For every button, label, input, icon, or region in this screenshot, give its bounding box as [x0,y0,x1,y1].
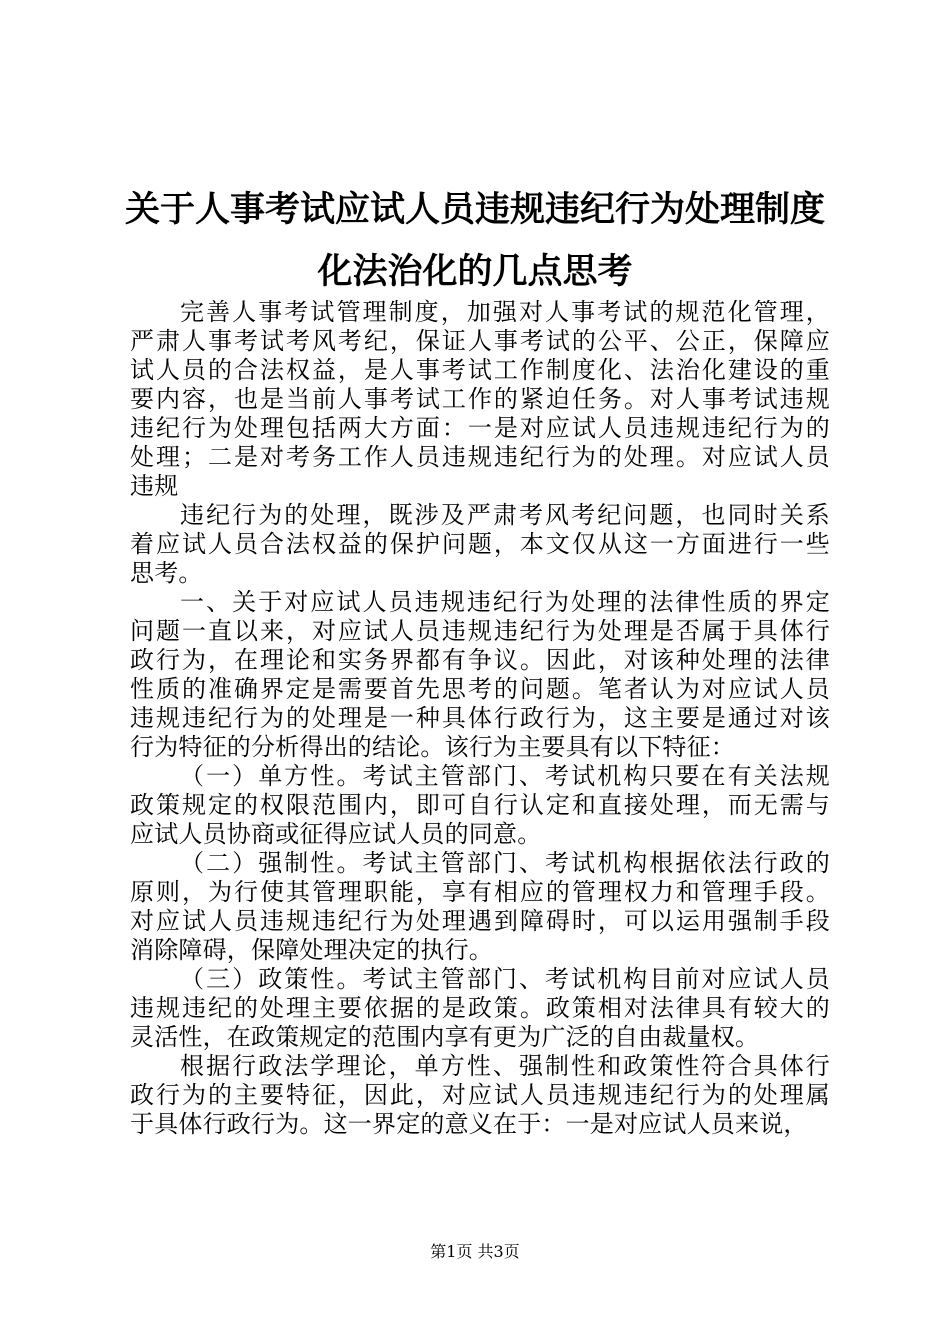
paragraph-line: 应试人员协商或征得应试人员的同意。 [130,820,542,848]
paragraph-line: 根据行政法学理论，单方性、强制性和政策性符合具体行 [180,1052,830,1080]
paragraph-line: （三）政策性。考试主管部门、考试机构目前对应试人员 [180,965,830,993]
paragraph-line: 试人员的合法权益，是人事考试工作制度化、法治化建设的重 [130,356,830,384]
paragraph-line: 原则，为行使其管理职能，享有相应的管理权力和管理手段。 [130,878,830,906]
paragraph-line: 要内容，也是当前人事考试工作的紧迫任务。对人事考试违规 [130,385,830,413]
document-title-line-1: 关于人事考试应试人员违规违纪行为处理制度 [124,190,825,230]
paragraph-line: 违规 [130,472,179,500]
paragraph-line: 政行为，在理论和实务界都有争议。因此，对该种处理的法律 [130,646,830,674]
paragraph-line: 行为特征的分析得出的结论。该行为主要具有以下特征： [130,733,735,761]
body-paragraph [130,588,830,762]
page-footer: 第1页 共3页 [430,1242,520,1261]
paragraph-line: 政行为的主要特征，因此，对应试人员违规违纪行为的处理属 [130,1081,830,1109]
body-paragraph [130,501,830,588]
paragraph-line: 严肃人事考试考风考纪，保证人事考试的公平、公正，保障应 [130,327,830,355]
paragraph-line: 性质的准确界定是需要首先思考的问题。笔者认为对应试人员 [130,675,830,703]
body-paragraph [130,762,830,849]
body-paragraph [130,965,830,1052]
paragraph-line: 违纪行为处理包括两大方面：一是对应试人员违规违纪行为的 [130,414,830,442]
paragraph-line: 问题一直以来，对应试人员违规违纪行为处理是否属于具体行 [130,617,830,645]
body-paragraph [130,298,830,501]
body-paragraph [130,849,830,965]
paragraph-line: 违规违纪的处理主要依据的是政策。政策相对法律具有较大的 [130,994,830,1022]
paragraph-line: 消除障碍，保障处理决定的执行。 [130,936,493,964]
paragraph-line: 违纪行为的处理，既涉及严肃考风考纪问题，也同时关系 [180,501,830,529]
paragraph-line: 于具体行政行为。这一界定的意义在于：一是对应试人员来说， [130,1110,808,1138]
paragraph-line: 灵活性，在政策规定的范围内享有更为广泛的自由裁量权。 [130,1023,760,1051]
paragraph-line: 违规违纪行为的处理是一种具体行政行为，这主要是通过对该 [130,704,830,732]
paragraph-line: 思考。 [130,559,203,587]
paragraph-line: 一、关于对应试人员违规违纪行为处理的法律性质的界定 [180,588,830,616]
document-body [130,298,830,1139]
paragraph-line: 对应试人员违规违纪行为处理遇到障碍时，可以运用强制手段 [130,907,830,935]
paragraph-line: 政策规定的权限范围内，即可自行认定和直接处理，而无需与 [130,791,830,819]
paragraph-line: （一）单方性。考试主管部门、考试机构只要在有关法规 [180,762,830,790]
body-paragraph [130,1052,830,1139]
document-title-line-2: 化法治化的几点思考 [317,252,633,292]
paragraph-line: 处理；二是对考务工作人员违规违纪行为的处理。对应试人员 [130,443,830,471]
paragraph-line: 完善人事考试管理制度，加强对人事考试的规范化管理， [180,298,830,326]
paragraph-line: （二）强制性。考试主管部门、考试机构根据依法行政的 [180,849,830,877]
paragraph-line: 着应试人员合法权益的保护问题，本文仅从这一方面进行一些 [130,530,830,558]
